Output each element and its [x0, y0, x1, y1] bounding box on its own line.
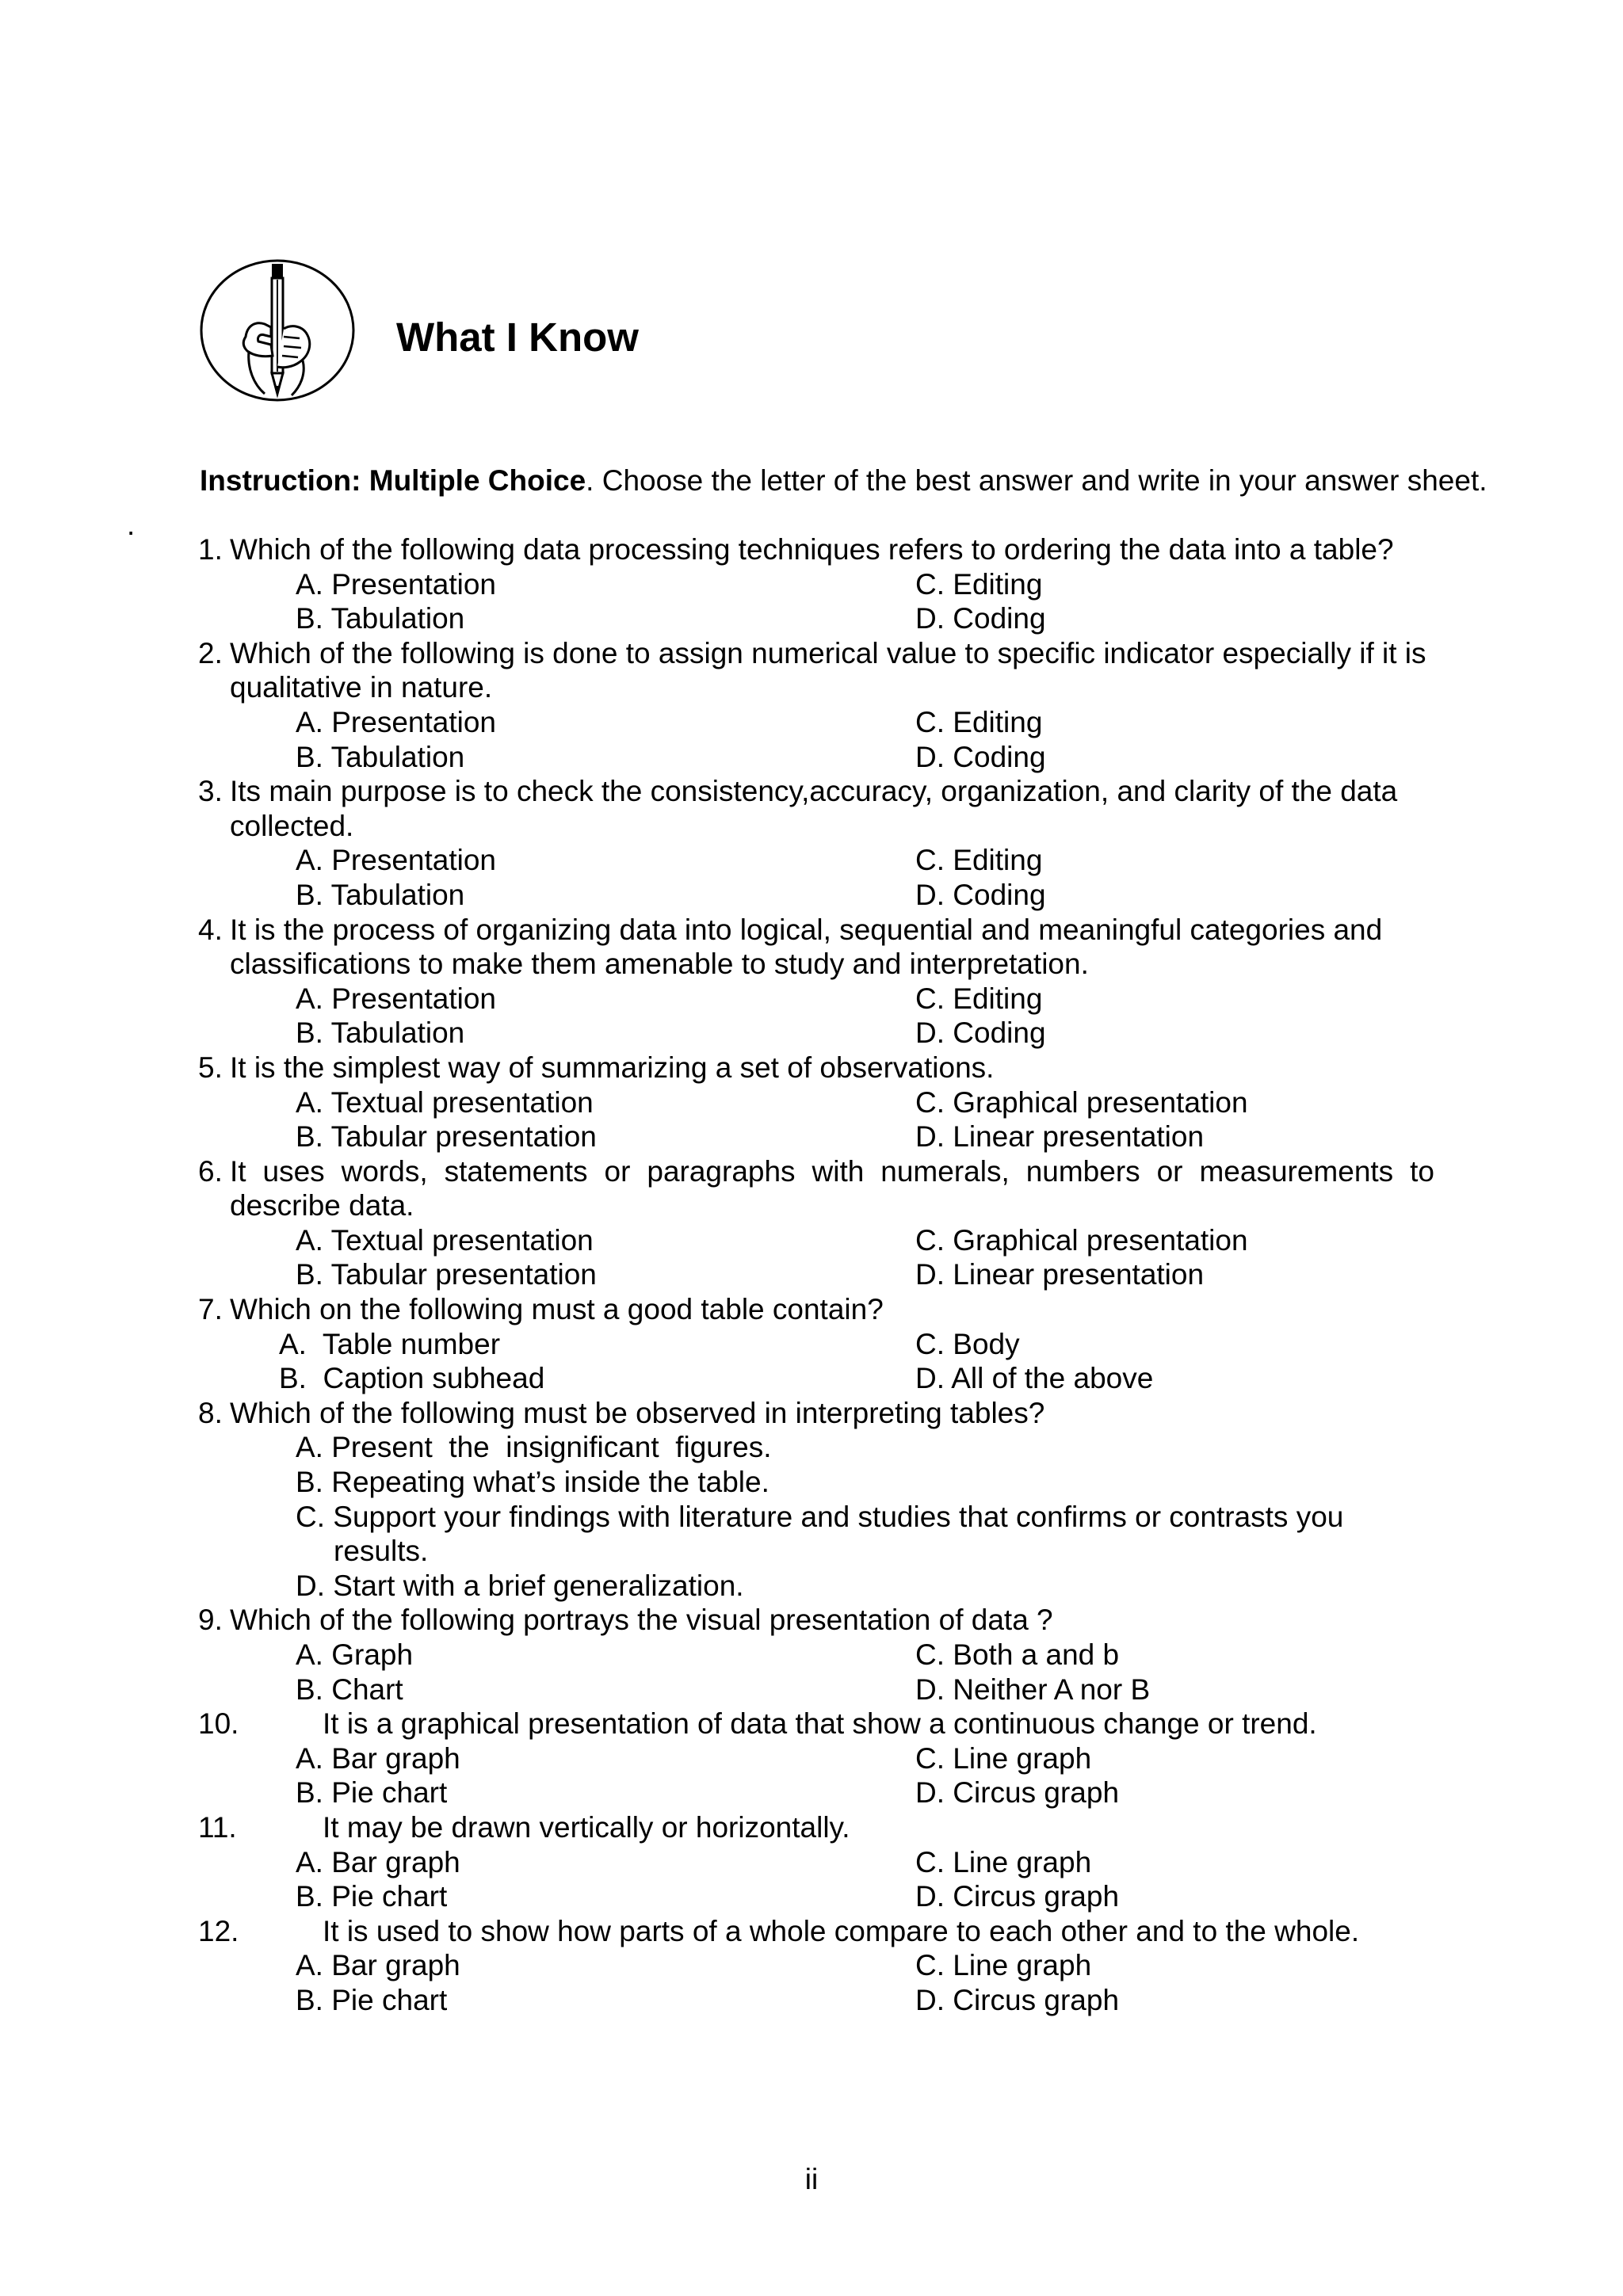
question-text: describe data.: [230, 1189, 414, 1222]
option-row: [0, 1223, 1623, 1258]
question-number: 12.: [198, 1914, 239, 1947]
question-text: It may be drawn vertically or horizontally.: [323, 1810, 850, 1844]
option-row: [0, 1257, 1623, 1292]
option-row: [0, 1879, 1623, 1914]
option-row: [0, 1500, 1623, 1535]
option-d: D. All of the above: [915, 1362, 1154, 1395]
option-row: [0, 705, 1623, 740]
option-b: B. Tabulation: [296, 602, 465, 635]
question-text: It uses words, statements or paragraphs with numerals, numbers or measurements to: [230, 1154, 1434, 1188]
question-number: 8.: [198, 1396, 223, 1429]
question-text: classifications to make them amenable to study and interpretation.: [230, 948, 1089, 981]
question-8: [0, 1396, 1623, 1431]
option-c: C. Line graph: [915, 1741, 1092, 1775]
question-number: 4.: [198, 913, 223, 946]
option-d: D. Linear presentation: [915, 1258, 1205, 1291]
option-a: A. Bar graph: [296, 1741, 460, 1775]
question-text: It is used to show how parts of a whole compare to each other and to the whole.: [323, 1914, 1360, 1947]
question-number: 7.: [198, 1293, 223, 1326]
option-c: C. Line graph: [915, 1949, 1092, 1982]
option-b: B. Tabulation: [296, 878, 465, 911]
question-text: Which on the following must a good table contain?: [230, 1293, 884, 1326]
option-c: C. Support your findings with literature and studies that confirms or contrasts you: [296, 1500, 1344, 1533]
page-number: ii: [804, 2163, 819, 2195]
option-d: D. Circus graph: [915, 1983, 1120, 2016]
question-text: Which of the following portrays the visual presentation of data ?: [230, 1604, 1053, 1637]
question-text-continued: [0, 670, 1623, 705]
question-number: 11.: [198, 1810, 237, 1844]
option-row: [0, 601, 1623, 636]
question-7: [0, 1292, 1623, 1327]
option-row: [0, 567, 1623, 602]
question-11: [0, 1810, 1623, 1845]
option-row: [0, 1016, 1623, 1051]
question-number: 3.: [198, 775, 223, 808]
question-text: Which of the following data processing techniques refers to ordering the data into a table?: [230, 533, 1394, 566]
question-9: [0, 1603, 1623, 1638]
option-row: [0, 1741, 1623, 1776]
question-text: Which of the following must be observed in interpreting tables?: [230, 1396, 1045, 1429]
option-row: [0, 1948, 1623, 1983]
hand-holding-pencil-icon: [198, 257, 357, 404]
question-number: 10.: [198, 1707, 239, 1741]
option-d: D. Coding: [915, 740, 1046, 773]
option-c: C. Graphical presentation: [915, 1085, 1248, 1119]
option-row: [0, 1085, 1623, 1120]
option-a: A. Presentation: [296, 705, 496, 738]
question-text: It is a graphical presentation of data that show a continuous change or trend.: [323, 1707, 1317, 1741]
option-c: C. Editing: [915, 982, 1043, 1015]
question-6: [0, 1154, 1623, 1189]
option-row: [0, 1465, 1623, 1500]
option-c: C. Editing: [915, 567, 1043, 601]
section-title: What I Know: [396, 315, 639, 360]
question-number: 1.: [198, 533, 223, 566]
option-d: D. Circus graph: [915, 1880, 1120, 1913]
option-a: A. Textual presentation: [296, 1085, 594, 1119]
option-b: B. Tabular presentation: [296, 1120, 597, 1154]
option-d: D. Coding: [915, 1016, 1046, 1050]
question-list: [0, 532, 1623, 2018]
option-row: [0, 1119, 1623, 1154]
option-c: C. Line graph: [915, 1845, 1092, 1878]
option-row: [0, 1361, 1623, 1396]
question-text: Which of the following is done to assign numerical value to specific indicator especially if it is: [230, 636, 1426, 669]
option-c: C. Graphical presentation: [915, 1223, 1248, 1257]
option-d: D. Neither A nor B: [915, 1672, 1151, 1706]
option-d: D. Coding: [915, 878, 1046, 911]
option-row: [0, 1569, 1623, 1604]
question-10: [0, 1707, 1623, 1741]
option-a: A. Presentation: [296, 844, 496, 877]
instruction-label: Instruction: Multiple Choice: [200, 464, 586, 497]
option-c: C. Editing: [915, 844, 1043, 877]
question-text: collected.: [230, 809, 354, 842]
stray-mark: .: [127, 509, 136, 541]
option-b: B. Tabulation: [296, 740, 465, 773]
question-4: [0, 913, 1623, 948]
instruction: [200, 463, 1487, 499]
question-text-continued: [0, 809, 1623, 844]
option-d: D. Coding: [915, 602, 1046, 635]
option-row: [0, 1430, 1623, 1465]
option-a: A. Textual presentation: [296, 1223, 594, 1257]
question-text: It is the simplest way of summarizing a set of observations.: [230, 1051, 995, 1084]
option-d: D. Linear presentation: [915, 1120, 1205, 1154]
option-b: B. Tabular presentation: [296, 1258, 597, 1291]
question-3: [0, 774, 1623, 809]
question-number: 6.: [198, 1154, 223, 1188]
option-row: [0, 843, 1623, 878]
question-5: [0, 1051, 1623, 1085]
option-c: C. Editing: [915, 705, 1043, 738]
option-a: A. Bar graph: [296, 1845, 460, 1878]
option-row: [0, 1983, 1623, 2018]
option-row: [0, 1775, 1623, 1810]
question-number: 9.: [198, 1604, 223, 1637]
option-a: A. Present the insignificant figures.: [296, 1431, 772, 1464]
option-b: B. Pie chart: [296, 1776, 448, 1810]
question-number: 2.: [198, 636, 223, 669]
option-row: [0, 1638, 1623, 1672]
option-a: A. Presentation: [296, 982, 496, 1015]
option-b: B. Tabulation: [296, 1016, 465, 1050]
option-c: C. Both a and b: [915, 1638, 1120, 1671]
question-2: [0, 636, 1623, 671]
question-1: [0, 532, 1623, 567]
question-text-continued: [0, 1188, 1623, 1223]
question-12: [0, 1914, 1623, 1949]
option-d: D. Circus graph: [915, 1776, 1120, 1810]
option-a: A. Bar graph: [296, 1949, 460, 1982]
option-b: B. Chart: [296, 1672, 403, 1706]
question-text: It is the process of organizing data into logical, sequential and meaningful categories and: [230, 913, 1383, 946]
option-c: C. Body: [915, 1327, 1020, 1360]
option-b: B. Caption subhead: [279, 1362, 545, 1395]
option-row: [0, 878, 1623, 913]
option-row: [0, 1845, 1623, 1880]
question-text-continued: [0, 947, 1623, 982]
option-d: D. Start with a brief generalization.: [296, 1569, 744, 1602]
option-c-continued: results.: [334, 1535, 429, 1568]
option-b: B. Pie chart: [296, 1880, 448, 1913]
option-a: A. Table number: [279, 1327, 501, 1360]
option-a: A. Graph: [296, 1638, 414, 1671]
option-row: [0, 1327, 1623, 1362]
instruction-text: . Choose the letter of the best answer and write in your answer sheet.: [586, 464, 1487, 497]
option-row: [0, 982, 1623, 1016]
option-a: A. Presentation: [296, 567, 496, 601]
option-row: [0, 1534, 1623, 1569]
option-b: B. Pie chart: [296, 1983, 448, 2016]
question-number: 5.: [198, 1051, 223, 1084]
option-b: B. Repeating what’s inside the table.: [296, 1466, 769, 1499]
option-row: [0, 1672, 1623, 1707]
question-text: Its main purpose is to check the consistency,accuracy, organization, and clarity of the data: [230, 775, 1398, 808]
question-text: qualitative in nature.: [230, 671, 493, 704]
option-row: [0, 740, 1623, 775]
